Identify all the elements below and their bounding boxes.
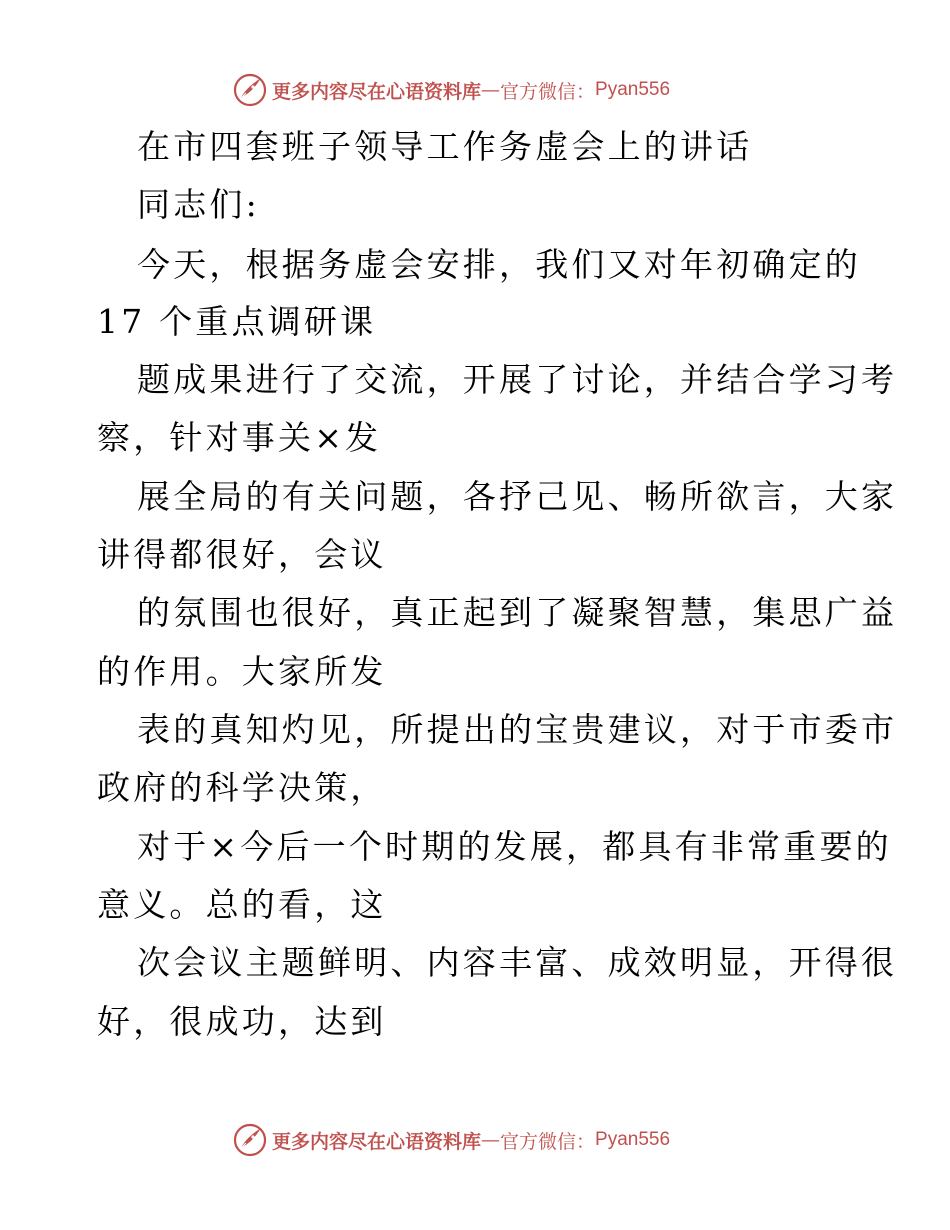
watermark-main-text: 更多内容尽在心语资料库 xyxy=(272,80,482,103)
text-line: 题成果进行了交流，开展了讨论，并结合学习考 xyxy=(137,360,898,399)
text-line: 今天，根据务虚会安排，我们又对年初确定的 xyxy=(137,245,861,284)
quill-pen-logo-icon xyxy=(232,1122,268,1158)
watermark-wechat-id: Pyan556 xyxy=(595,79,671,100)
text-line: 对于×今后一个时期的发展，都具有非常重要的 xyxy=(137,827,892,866)
salutation: 同志们: xyxy=(137,185,260,224)
text-line: 好，很成功，达到 xyxy=(97,1002,387,1041)
watermark-dash: — xyxy=(481,79,501,101)
header-watermark xyxy=(232,70,752,110)
watermark-dash: — xyxy=(481,1129,501,1151)
text-line: 表的真知灼见，所提出的宝贵建议，对于市委市 xyxy=(137,710,898,749)
text-line: 察，针对事关×发 xyxy=(97,418,382,457)
text-line: 讲得都很好，会议 xyxy=(97,535,387,574)
text-line: 政府的科学决策， xyxy=(97,768,387,807)
quill-pen-logo-icon xyxy=(232,72,268,108)
watermark-official-text: 官方微信： xyxy=(500,1130,596,1153)
document-title: 在市四套班子领导工作务虚会上的讲话 xyxy=(137,127,753,166)
watermark-main-text: 更多内容尽在心语资料库 xyxy=(272,1130,482,1153)
text-line: 次会议主题鲜明、内容丰富、成效明显，开得很 xyxy=(137,943,898,982)
text-line: 展全局的有关问题，各抒己见、畅所欲言，大家 xyxy=(137,477,898,516)
watermark-wechat-id: Pyan556 xyxy=(595,1129,671,1150)
watermark-official-text: 官方微信： xyxy=(500,80,596,103)
text-line: 的氛围也很好，真正起到了凝聚智慧，集思广益 xyxy=(137,593,898,632)
text-line: 17 个重点调研课 xyxy=(97,302,377,341)
text-line: 意义。总的看，这 xyxy=(97,885,387,924)
text-line: 的作用。大家所发 xyxy=(97,652,387,691)
footer-watermark xyxy=(232,1120,752,1160)
